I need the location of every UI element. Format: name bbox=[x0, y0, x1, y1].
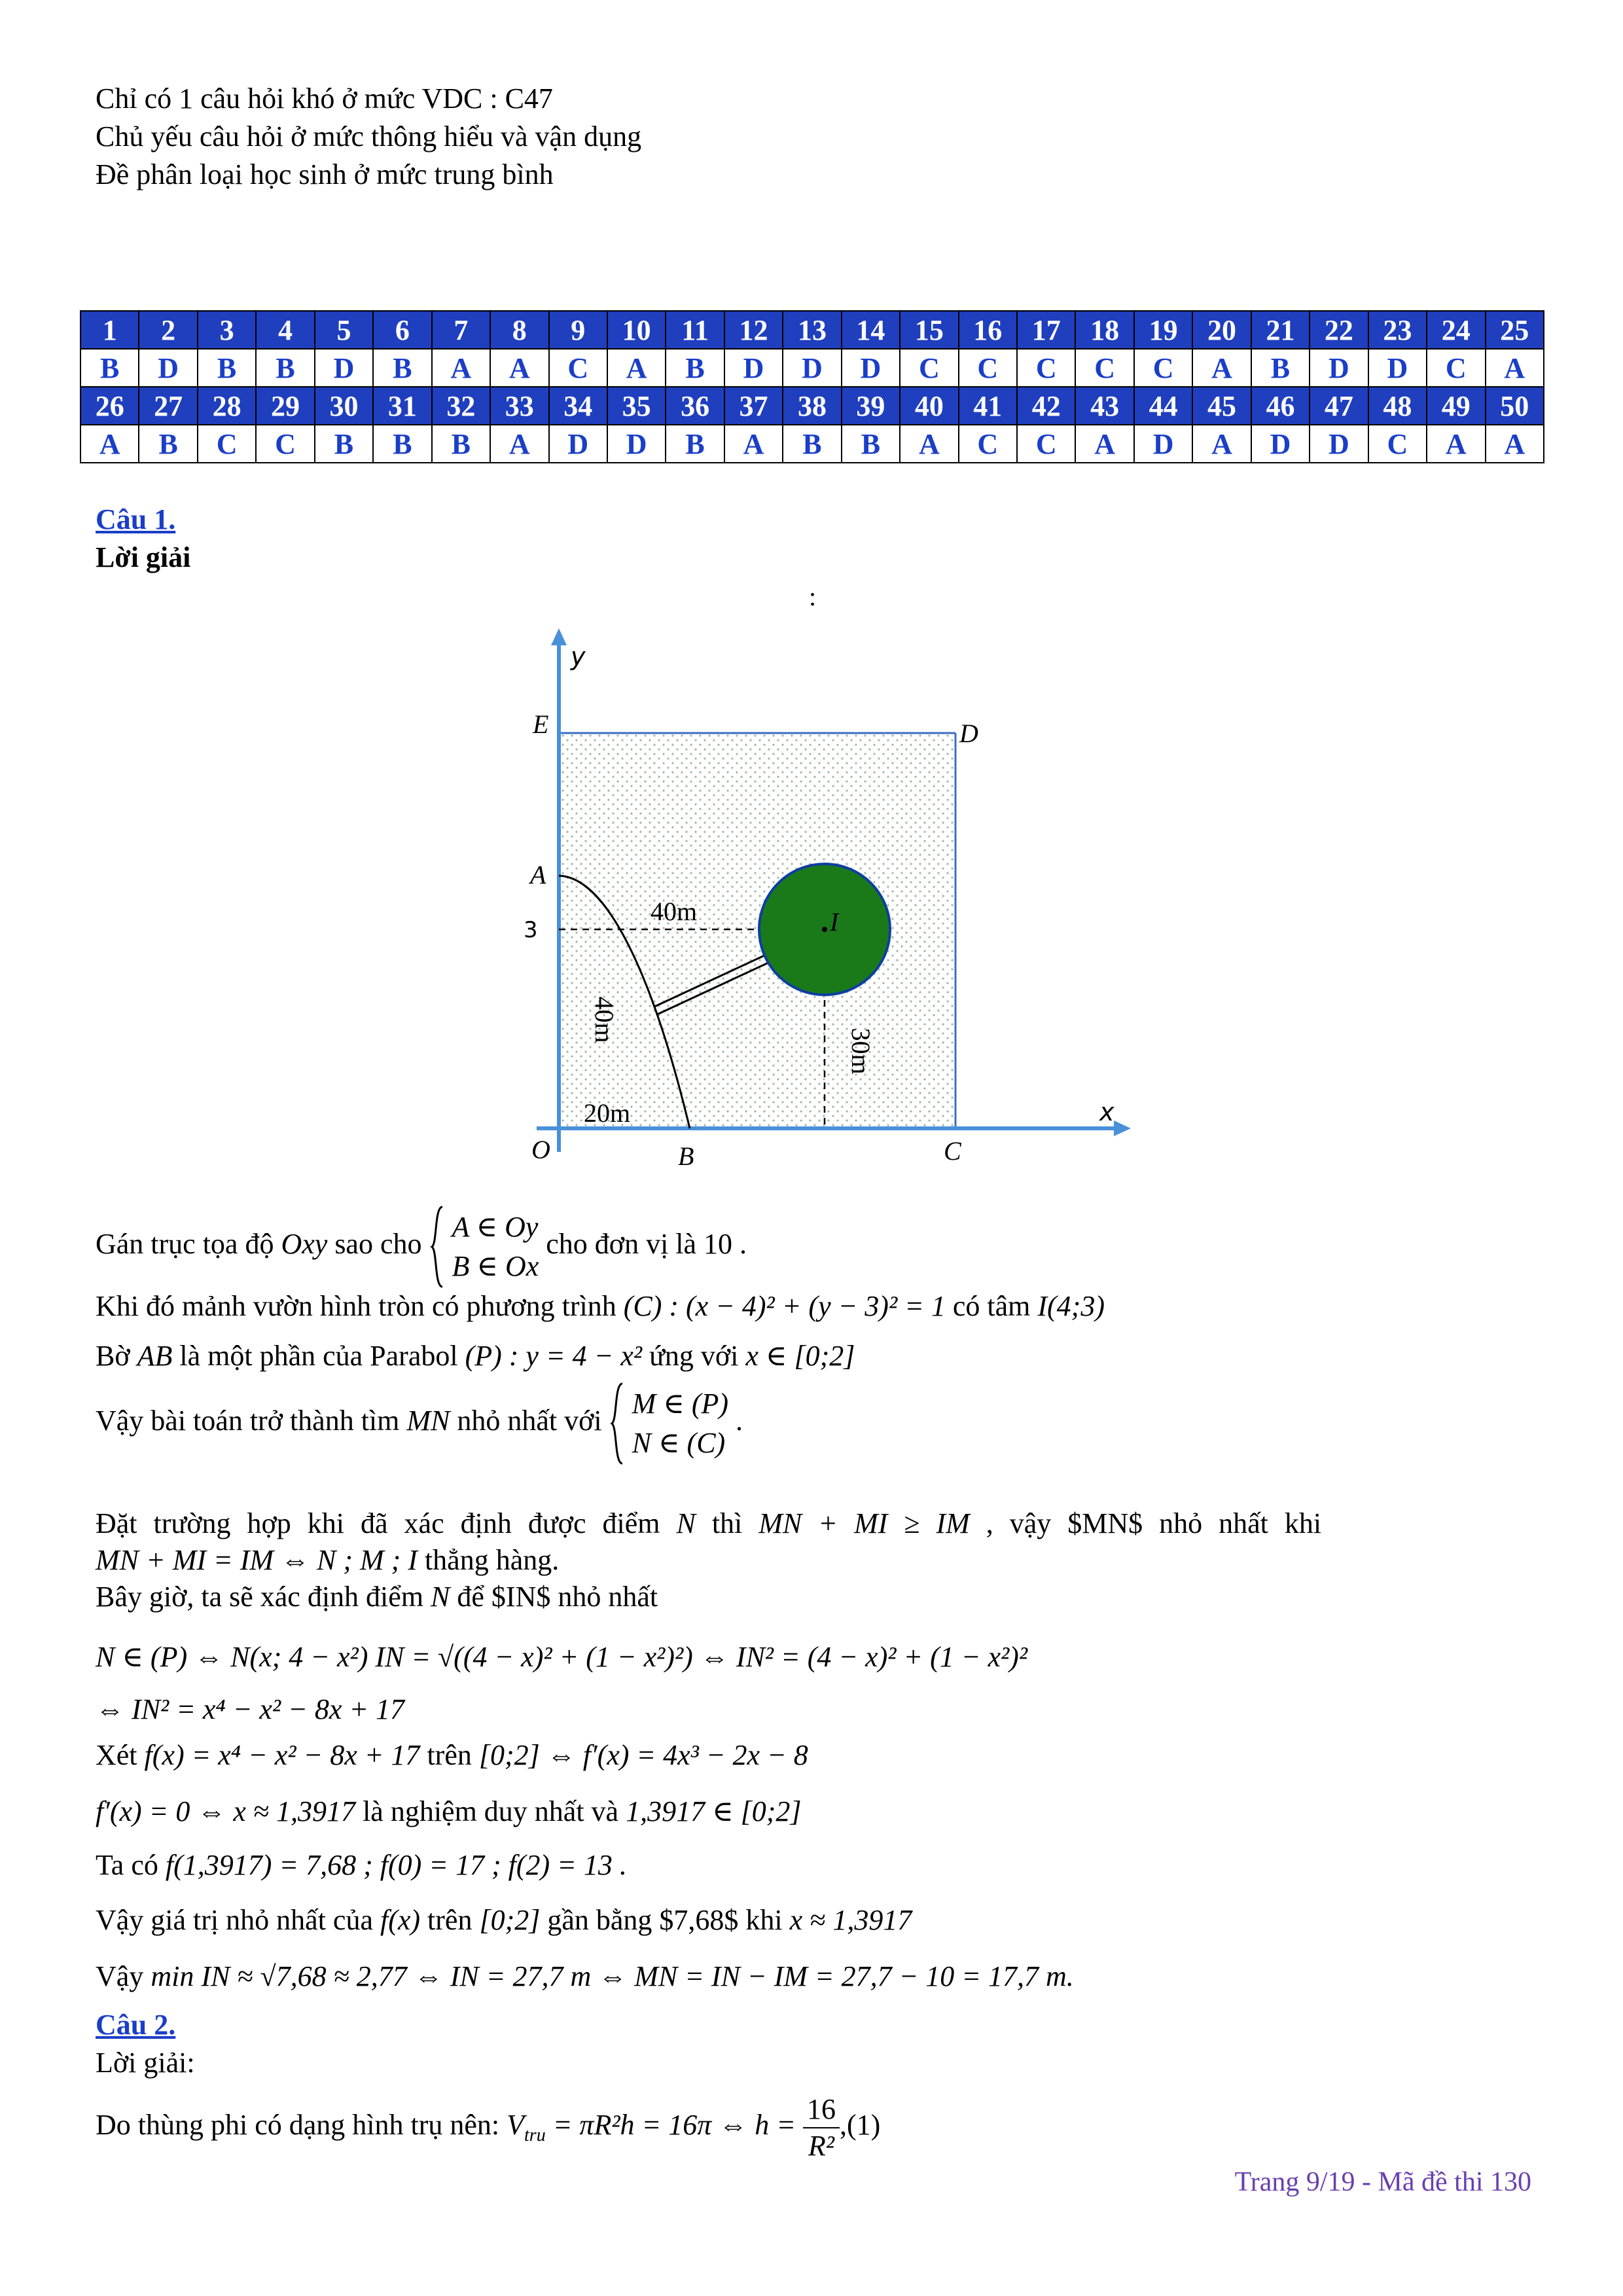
key-answer-cell: D bbox=[1368, 349, 1427, 387]
key-answer-cell: A bbox=[1427, 425, 1485, 463]
key-number-cell: 18 bbox=[1075, 311, 1133, 349]
cau1-line-1: Gán trục tọa độ Oxy sao cho A ∈ Oy B ∈ Ox cho đơn vị là 10 . bbox=[96, 1204, 747, 1289]
key-number-cell: 44 bbox=[1134, 387, 1192, 425]
key-answer-cell: C bbox=[959, 425, 1017, 463]
key-answer-cell: D bbox=[1251, 425, 1310, 463]
key-number-cell: 36 bbox=[666, 387, 724, 425]
key-number-cell: 27 bbox=[139, 387, 197, 425]
key-answer-cell: B bbox=[198, 349, 256, 387]
label-y: y bbox=[571, 642, 586, 671]
key-number-cell: 34 bbox=[549, 387, 607, 425]
answer-key-row bbox=[80, 387, 1544, 425]
key-number-cell: 17 bbox=[1017, 311, 1075, 349]
key-answer-cell: A bbox=[490, 349, 548, 387]
key-number-cell: 40 bbox=[900, 387, 958, 425]
key-answer-cell: D bbox=[724, 349, 783, 387]
key-number-cell: 19 bbox=[1134, 311, 1192, 349]
key-number-cell: 41 bbox=[959, 387, 1017, 425]
key-number-cell: 37 bbox=[724, 387, 783, 425]
key-answer-cell: A bbox=[490, 425, 548, 463]
key-answer-cell: A bbox=[1486, 425, 1544, 463]
key-number-cell: 23 bbox=[1368, 311, 1427, 349]
page-footer: Trang 9/19 - Mã đề thi 130 bbox=[1234, 2167, 1531, 2197]
key-answer-cell: C bbox=[959, 349, 1017, 387]
key-number-cell: 16 bbox=[959, 311, 1017, 349]
key-number-cell: 32 bbox=[432, 387, 490, 425]
key-answer-cell: A bbox=[724, 425, 783, 463]
answer-key-table bbox=[80, 310, 1544, 463]
intro-line-2: Chủ yếu câu hỏi ở mức thông hiểu và vận dụng bbox=[96, 120, 642, 152]
key-number-cell: 31 bbox=[373, 387, 431, 425]
key-answer-cell: C bbox=[256, 425, 314, 463]
cau1-line-10: Xét f(x) = x⁴ − x² − 8x + 17 trên [0;2] ⇔ f′(x) = 4x³ − 2x − 8 bbox=[96, 1739, 808, 1771]
key-answer-cell: C bbox=[1017, 349, 1075, 387]
key-number-cell: 21 bbox=[1251, 311, 1310, 349]
key-answer-cell: D bbox=[1134, 425, 1192, 463]
center-i-point bbox=[822, 927, 827, 932]
key-answer-cell: B bbox=[315, 425, 373, 463]
key-number-cell: 25 bbox=[1486, 311, 1544, 349]
cau1-line-3: Bờ AB là một phần của Parabol (P) : y = 4 − x² ứng với x ∈ [0;2] bbox=[96, 1340, 855, 1372]
key-answer-cell: A bbox=[1192, 349, 1251, 387]
key-number-cell: 3 bbox=[198, 311, 256, 349]
label-b: B bbox=[678, 1141, 694, 1171]
key-number-cell: 49 bbox=[1427, 387, 1485, 425]
key-answer-cell: C bbox=[198, 425, 256, 463]
key-number-cell: 46 bbox=[1251, 387, 1310, 425]
key-number-cell: 29 bbox=[256, 387, 314, 425]
key-answer-cell: A bbox=[900, 425, 958, 463]
cau1-line-5: Đặt trường hợp khi đã xác định được điểm N thì MN + MI ≥ IM , vậy $MN$ nhỏ nhất khi bbox=[96, 1507, 1322, 1539]
label-d: D bbox=[959, 719, 978, 748]
cau1-line-12: Ta có f(1,3917) = 7,68 ; f(0) = 17 ; f(2) = 13 . bbox=[96, 1849, 627, 1881]
key-answer-cell: A bbox=[1075, 425, 1133, 463]
key-number-cell: 1 bbox=[80, 311, 139, 349]
key-number-cell: 15 bbox=[900, 311, 958, 349]
key-answer-cell: D bbox=[1310, 349, 1368, 387]
label-c: C bbox=[944, 1136, 961, 1166]
key-answer-cell: A bbox=[432, 349, 490, 387]
key-number-cell: 5 bbox=[315, 311, 373, 349]
key-answer-cell: B bbox=[783, 425, 841, 463]
key-answer-cell: D bbox=[842, 349, 900, 387]
label-o: O bbox=[531, 1135, 550, 1164]
key-answer-cell: B bbox=[139, 425, 197, 463]
cau1-line-14: Vậy min IN ≈ √7,68 ≈ 2,77 ⇔ IN = 27,7 m ⇔ MN = IN − IM = 27,7 − 10 = 17,7 m. bbox=[96, 1960, 1074, 1992]
brace-icon bbox=[429, 1204, 445, 1289]
key-number-cell: 10 bbox=[607, 311, 666, 349]
key-number-cell: 8 bbox=[490, 311, 548, 349]
label-20m: 20m bbox=[584, 1098, 631, 1128]
garden-area bbox=[559, 733, 955, 1128]
key-answer-cell: A bbox=[1486, 349, 1544, 387]
cau1-title: Câu 1. bbox=[96, 503, 176, 535]
fraction: $\frac{16}{\text{R²}}$ bbox=[803, 2092, 840, 2164]
key-answer-cell: A bbox=[1192, 425, 1251, 463]
key-number-cell: 50 bbox=[1486, 387, 1544, 425]
cau2-line-1: Do thùng phi có dạng hình trụ nên: $V_{tru} = \pi R^2h = 16\pi$ ⇔ h = $\frac{16}{\text{R²}}$ ,(1) bbox=[96, 2092, 880, 2164]
cau2-title: Câu 2. bbox=[96, 2009, 176, 2041]
key-number-cell: 30 bbox=[315, 387, 373, 425]
brace-icon bbox=[609, 1381, 625, 1466]
key-number-cell: 45 bbox=[1192, 387, 1251, 425]
intro-notes bbox=[96, 80, 641, 194]
intro-line-1: Chỉ có 1 câu hỏi khó ở mức VDC : C47 bbox=[96, 82, 553, 115]
y-axis-arrow-icon bbox=[551, 628, 567, 645]
key-answer-cell: D bbox=[783, 349, 841, 387]
key-answer-cell: B bbox=[432, 425, 490, 463]
key-number-cell: 26 bbox=[80, 387, 139, 425]
key-answer-cell: D bbox=[139, 349, 197, 387]
key-number-cell: 13 bbox=[783, 311, 841, 349]
key-answer-cell: B bbox=[666, 349, 724, 387]
label-i: I bbox=[830, 907, 839, 937]
key-answer-cell: C bbox=[1075, 349, 1133, 387]
key-number-cell: 14 bbox=[842, 311, 900, 349]
key-answer-cell: C bbox=[1017, 425, 1075, 463]
key-answer-cell: C bbox=[1134, 349, 1192, 387]
key-number-cell: 48 bbox=[1368, 387, 1427, 425]
key-number-cell: 4 bbox=[256, 311, 314, 349]
key-answer-cell: D bbox=[607, 425, 666, 463]
label-40m-top: 40m bbox=[651, 897, 698, 926]
cau1-line-13: Vậy giá trị nhỏ nhất của f(x) trên [0;2] gần bằng $7,68$ khi x ≈ 1,3917 bbox=[96, 1904, 912, 1936]
label-e: E bbox=[533, 709, 549, 739]
tick-3: 3 bbox=[524, 917, 538, 943]
key-number-cell: 24 bbox=[1427, 311, 1485, 349]
key-answer-cell: C bbox=[900, 349, 958, 387]
key-number-cell: 33 bbox=[490, 387, 548, 425]
cau1-line-2: Khi đó mảnh vườn hình tròn có phương trình (C) : (x − 4)² + (y − 3)² = 1 có tâm I(4;3) bbox=[96, 1290, 1105, 1322]
key-number-cell: 28 bbox=[198, 387, 256, 425]
key-answer-cell: A bbox=[607, 349, 666, 387]
key-answer-cell: C bbox=[549, 349, 607, 387]
label-30m: 30m bbox=[846, 1028, 876, 1075]
cau1-subtitle: Lời giải bbox=[96, 541, 191, 573]
key-answer-cell: D bbox=[549, 425, 607, 463]
key-answer-cell: B bbox=[666, 425, 724, 463]
key-number-cell: 42 bbox=[1017, 387, 1075, 425]
key-answer-cell: C bbox=[1427, 349, 1485, 387]
key-number-cell: 6 bbox=[373, 311, 431, 349]
key-answer-cell: D bbox=[1310, 425, 1368, 463]
key-number-cell: 38 bbox=[783, 387, 841, 425]
key-answer-cell: B bbox=[256, 349, 314, 387]
key-number-cell: 2 bbox=[139, 311, 197, 349]
key-number-cell: 39 bbox=[842, 387, 900, 425]
key-answer-cell: B bbox=[842, 425, 900, 463]
cau1-line-4: Vậy bài toán trở thành tìm MN nhỏ nhất với M ∈ (P) N ∈ (C) . bbox=[96, 1381, 743, 1466]
answer-key-row bbox=[80, 425, 1544, 463]
x-axis-arrow-icon bbox=[1114, 1121, 1131, 1136]
key-answer-cell: A bbox=[80, 425, 139, 463]
key-number-cell: 7 bbox=[432, 311, 490, 349]
key-number-cell: 9 bbox=[549, 311, 607, 349]
label-x: x bbox=[1099, 1098, 1115, 1126]
key-answer-cell: C bbox=[1368, 425, 1427, 463]
cau1-line-11: f′(x) = 0 ⇔ x ≈ 1,3917 là nghiệm duy nhất và 1,3917 ∈ [0;2] bbox=[96, 1795, 802, 1827]
cau1-line-8: N ∈ (P) ⇔ N(x; 4 − x²) IN = √((4 − x)² + (1 − x²)²) ⇔ IN² = (4 − x)² + (1 − x²)² bbox=[96, 1641, 1028, 1673]
key-number-cell: 22 bbox=[1310, 311, 1368, 349]
key-number-cell: 47 bbox=[1310, 387, 1368, 425]
key-number-cell: 43 bbox=[1075, 387, 1133, 425]
answer-key-row bbox=[80, 311, 1544, 349]
answer-key-row bbox=[80, 349, 1544, 387]
cau1-line-7: Bây giờ, ta sẽ xác định điểm N để $IN$ nhỏ nhất bbox=[96, 1581, 658, 1613]
cau1-line-9: ⇔ IN² = x⁴ − x² − 8x + 17 bbox=[96, 1693, 405, 1725]
key-answer-cell: B bbox=[1251, 349, 1310, 387]
stray-colon: : bbox=[809, 582, 817, 611]
label-40m-side: 40m bbox=[590, 996, 619, 1043]
key-answer-cell: B bbox=[373, 349, 431, 387]
key-number-cell: 11 bbox=[666, 311, 724, 349]
garden-figure bbox=[510, 628, 1139, 1191]
key-answer-cell: D bbox=[315, 349, 373, 387]
cau2-subtitle: Lời giải: bbox=[96, 2047, 195, 2079]
cau1-line-6: MN + MI = IM ⇔ N ; M ; I thẳng hàng. bbox=[96, 1544, 560, 1576]
key-answer-cell: B bbox=[80, 349, 139, 387]
key-number-cell: 12 bbox=[724, 311, 783, 349]
intro-line-3: Đề phân loại học sinh ở mức trung bình bbox=[96, 158, 554, 190]
key-number-cell: 35 bbox=[607, 387, 666, 425]
label-a: A bbox=[530, 860, 546, 889]
key-number-cell: 20 bbox=[1192, 311, 1251, 349]
key-answer-cell: B bbox=[373, 425, 431, 463]
